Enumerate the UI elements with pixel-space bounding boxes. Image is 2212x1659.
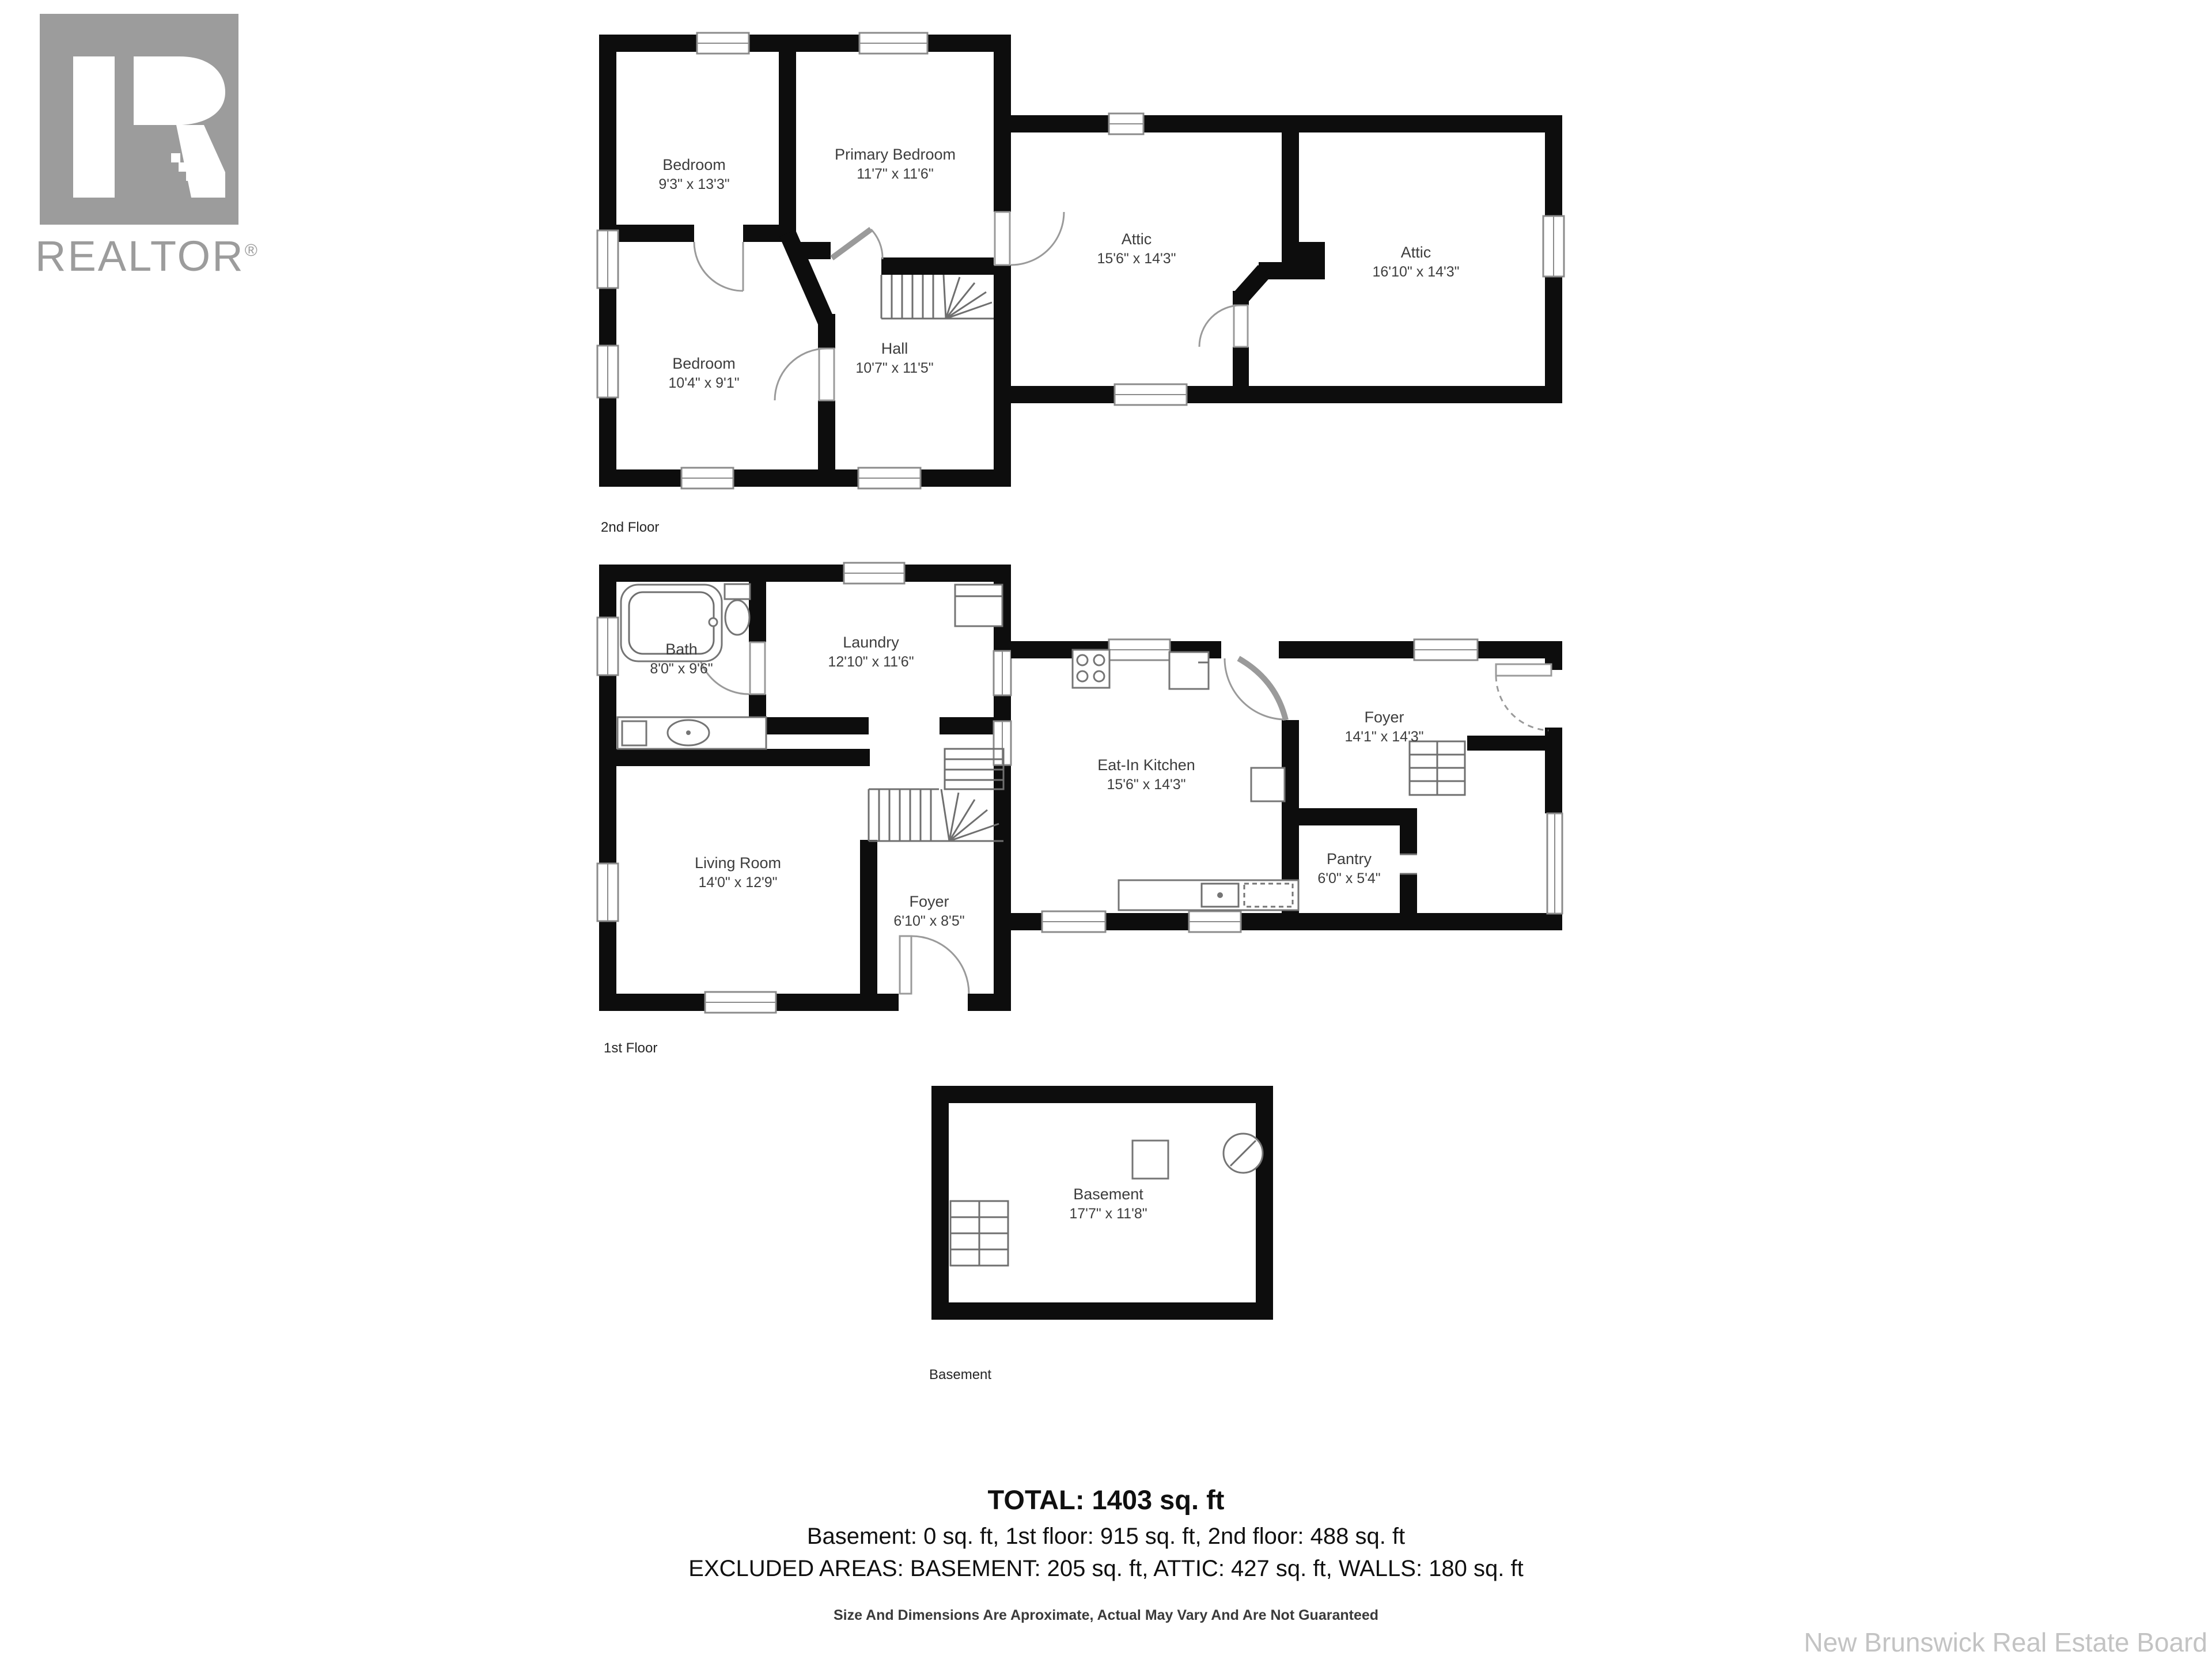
room-dims: 9'3" x 13'3" — [658, 176, 730, 193]
room-dims: 11'7" x 11'6" — [857, 166, 934, 183]
room-label-attic-left — [1097, 229, 1176, 269]
water-heater-icon — [955, 585, 1002, 626]
room-dims: 12'10" x 11'6" — [828, 654, 914, 671]
room-name: Attic — [1121, 230, 1152, 248]
door-opening — [1400, 854, 1417, 874]
room-label-bedroom-2 — [668, 353, 739, 393]
room-dims: 15'6" x 14'3" — [1097, 251, 1176, 267]
room-name: Eat-In Kitchen — [1097, 756, 1195, 774]
room-label-primary-bedroom — [835, 144, 956, 184]
room-label-foyer-large — [1344, 707, 1423, 747]
room-dims: 10'4" x 9'1" — [668, 375, 740, 392]
room-name: Foyer — [1364, 708, 1404, 726]
toilet-icon — [725, 584, 750, 635]
room-label-foyer-small — [893, 891, 964, 931]
stairs-icon — [950, 1201, 1008, 1266]
refrigerator-icon — [1169, 652, 1209, 689]
chimney — [1282, 242, 1325, 279]
room-dims: 15'6" x 14'3" — [1107, 777, 1186, 793]
kitchen-sink-icon — [1119, 880, 1298, 910]
room-label-pantry — [1317, 849, 1380, 889]
room-dims: 17'7" x 11'8" — [1069, 1206, 1147, 1222]
door-swing-icon — [1199, 305, 1248, 347]
room-name: Foyer — [909, 892, 949, 910]
registered-mark: ® — [244, 241, 259, 260]
room-label-basement — [1069, 1184, 1147, 1224]
room-name: Bath — [665, 640, 698, 658]
attic-walls — [1011, 115, 1562, 403]
floor-caption-1st: 1st Floor — [604, 1040, 658, 1056]
realtor-logo-icon — [40, 14, 238, 227]
attribution-text: New Brunswick Real Estate Board — [1804, 1627, 2207, 1657]
door-swing-icon — [832, 229, 882, 259]
kitchen-island — [1251, 768, 1285, 801]
room-label-living-room — [695, 853, 781, 893]
realtor-wordmark: REALTOR — [35, 232, 245, 280]
disclaimer-text: Size And Dimensions Are Aproximate, Actual May Vary And Are Not Guaranteed — [833, 1607, 1379, 1623]
room-label-attic-right — [1372, 242, 1459, 282]
area-summary — [0, 1484, 2212, 1582]
floor-caption-2nd: 2nd Floor — [601, 520, 660, 535]
stairs-icon — [869, 749, 1003, 841]
sink-icon — [618, 717, 766, 749]
door-swing-icon — [899, 936, 969, 1011]
room-name: Laundry — [843, 633, 899, 651]
furnace-icon — [1132, 1141, 1168, 1179]
window-icon — [597, 33, 927, 488]
stairs-icon — [1410, 741, 1465, 795]
stove-icon — [1073, 650, 1109, 688]
floor-areas-line: Basement: 0 sq. ft, 1st floor: 915 sq. ft, 2nd floor: 488 sq. ft — [806, 1524, 1406, 1549]
room-name: Pantry — [1326, 850, 1372, 868]
room-dims: 14'0" x 12'9" — [698, 874, 778, 891]
door-swing-icon — [994, 212, 1064, 265]
realtor-logo — [35, 14, 259, 290]
room-label-eat-in-kitchen — [1097, 755, 1195, 795]
window-icon — [1109, 113, 1564, 405]
room-dims: 16'10" x 14'3" — [1372, 264, 1460, 281]
interior-walls — [616, 52, 994, 469]
room-dims: 6'10" x 8'5" — [893, 913, 965, 930]
plan-1st-floor — [597, 563, 1562, 1013]
electrical-panel-icon — [1224, 1134, 1263, 1173]
room-name: Living Room — [694, 854, 782, 872]
door-swing-icon — [1221, 639, 1286, 720]
room-dims: 14'1" x 14'3" — [1344, 729, 1424, 745]
room-label-bedroom-1 — [658, 154, 729, 195]
door-swing-icon — [1496, 664, 1551, 730]
room-name: Bedroom — [672, 354, 736, 372]
room-dims: 10'7" x 11'5" — [855, 360, 934, 377]
room-label-laundry — [828, 632, 914, 672]
room-name: Attic — [1400, 243, 1431, 261]
room-label-hall — [855, 338, 933, 378]
room-name: Bedroom — [662, 156, 726, 173]
room-name: Hall — [881, 339, 908, 357]
total-area-line: TOTAL: 1403 sq. ft — [987, 1484, 1225, 1515]
room-label-bath — [650, 639, 713, 679]
door-swing-icon — [775, 349, 834, 400]
room-dims: 6'0" x 5'4" — [1317, 870, 1381, 887]
floor-caption-basement: Basement — [929, 1367, 992, 1382]
stairs-icon — [881, 275, 994, 319]
excluded-areas-line: EXCLUDED AREAS: BASEMENT: 205 sq. ft, ATTIC: 427 sq. ft, WALLS: 180 sq. ft — [688, 1556, 1524, 1581]
room-name: Basement — [1073, 1185, 1143, 1203]
room-name: Primary Bedroom — [834, 145, 956, 163]
room-dims: 8'0" x 9'6" — [650, 661, 713, 677]
door-swing-icon — [694, 242, 743, 291]
realtor-logo-text — [35, 232, 259, 281]
